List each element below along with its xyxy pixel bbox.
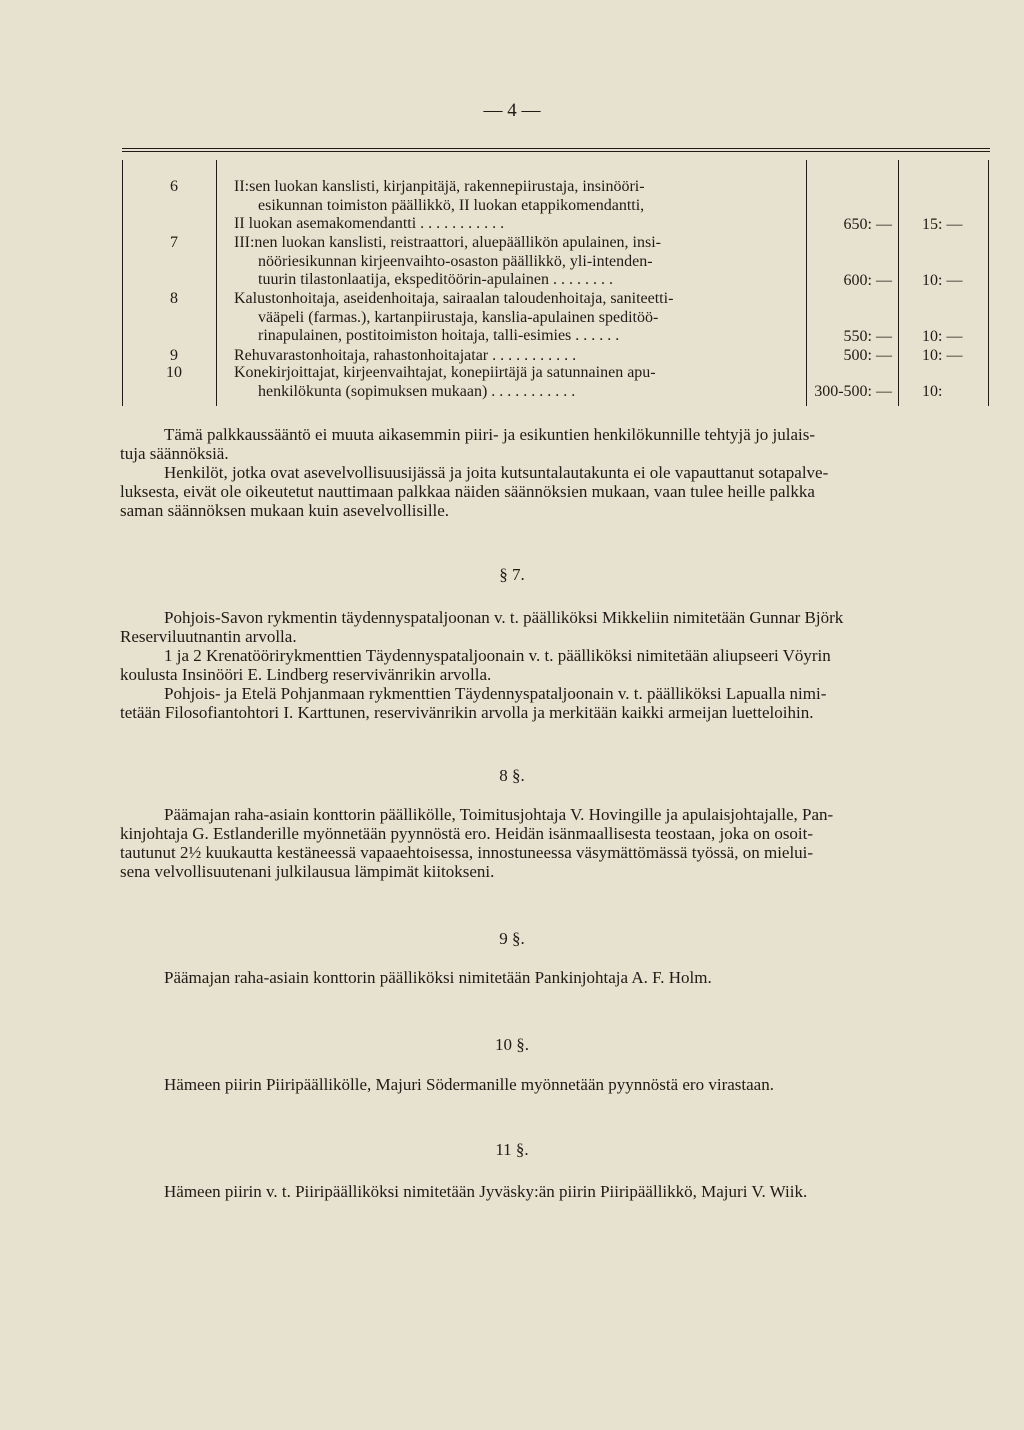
salary-table (122, 148, 990, 406)
section-10-paragraph-1 (120, 1075, 992, 1094)
section-11-paragraph-1 (120, 1182, 992, 1201)
description-line: Kalustonhoitaja, aseidenhoitaja, sairaalan taloudenhoitaja, saniteetti- (234, 290, 674, 307)
table-row-salary: 500: — (843, 347, 892, 364)
paragraph-line: luksesta, eivät ole oikeutetut nauttimaan palkkaa näiden säännöksien mukaan, vaan tulee heille palkka (120, 482, 815, 501)
table-row-daily: 10: — (922, 347, 963, 364)
description-line: Rehuvarastonhoitaja, rahastonhoitajatar . . . . . . . . . . . (234, 347, 577, 364)
table-divider-desc (806, 160, 807, 406)
description-line: tuurin tilastonlaatija, ekspeditöörin-apulainen . . . . . . . . (258, 271, 614, 288)
section-7-paragraph-2 (120, 646, 992, 684)
table-row-number: 6 (170, 178, 178, 195)
page-number: — 4 — (483, 100, 541, 121)
table-divider-num (216, 160, 217, 406)
paragraph-regulation-note (120, 425, 992, 463)
paragraph-line: kinjohtaja G. Estlanderille myönnetään pyynnöstä ero. Heidän isänmaallisesta teostaan, joka on osoit- (120, 824, 814, 843)
section-heading-7: § 7. (499, 565, 525, 584)
description-line: III:nen luokan kanslisti, reistraattori, aluepäällikön apulainen, insi- (234, 234, 661, 251)
paragraph-line: Pohjois- ja Etelä Pohjanmaan rykmenttien Täydennyspataljoonain v. t. päälliköksi Lapualla nimi- (164, 684, 827, 703)
table-row-number: 10 (166, 364, 182, 381)
table-row-salary: 550: — (843, 328, 892, 345)
table-row-daily: 10: (922, 383, 943, 400)
paragraph-line: Hämeen piirin Piiripäällikölle, Majuri Södermanille myönnetään pyynnöstä ero virastaan. (164, 1075, 774, 1094)
table-row-number: 9 (170, 347, 178, 364)
description-line: henkilökunta (sopimuksen mukaan) . . . . . . . . . . . (258, 382, 576, 400)
section-8-paragraph-1 (120, 805, 992, 881)
paragraph-line: Reserviluutnantin arvolla. (120, 627, 297, 646)
paragraph-line: koulusta Insinööri E. Lindberg reservivänrikin arvolla. (120, 665, 492, 684)
paragraph-line: tuja säännöksiä. (120, 444, 229, 463)
table-row-salary: 300-500: — (814, 383, 892, 400)
paragraph-line: sena velvollisuutenani julkilausua lämpimät kiitokseni. (120, 862, 495, 881)
description-line: vääpeli (farmas.), kartanpiirustaja, kanslia-apulainen speditöö- (258, 308, 659, 326)
paragraph-line: Pohjois-Savon rykmentin täydennyspataljoonan v. t. päälliköksi Mikkeliin nimitetään Gunnar Björk (164, 608, 844, 627)
table-row-description (234, 290, 786, 346)
section-7-paragraph-3 (120, 684, 992, 722)
description-line: II luokan asemakomendantti . . . . . . . . . . . (234, 215, 505, 232)
paragraph-line: Päämajan raha-asiain konttorin päälliköksi nimitetään Pankinjohtaja A. F. Holm. (164, 968, 712, 987)
description-line: Konekirjoittajat, kirjeenvaihtajat, konepiirtäjä ja satunnainen apu- (234, 364, 656, 381)
paragraph-line: tautunut 2½ kuukautta kestäneessä vapaaehtoisessa, innostuneessa väsymättömässä työssä, on mielui- (120, 843, 814, 862)
section-heading-11: 11 §. (495, 1140, 529, 1159)
paragraph-line: Tämä palkkaussääntö ei muuta aikasemmin piiri- ja esikuntien henkilökunnille tehtyjä jo julais- (164, 425, 816, 444)
section-7-paragraph-1 (120, 608, 992, 646)
table-row-number: 7 (170, 234, 178, 251)
table-row-description (234, 347, 786, 366)
paragraph-line: saman säännöksen mukaan kuin asevelvollisille. (120, 501, 450, 520)
paragraph-line: 1 ja 2 Krenatöörirykmenttien Täydennyspataljoonain v. t. päälliköksi nimitetään aliupseeri Vöyrin (164, 646, 831, 665)
table-row-description (234, 234, 786, 290)
section-heading-10: 10 §. (495, 1035, 529, 1054)
table-row-description (234, 364, 786, 401)
paragraph-conscription (120, 463, 992, 520)
table-row-daily: 10: — (922, 272, 963, 289)
section-9-paragraph-1 (120, 968, 992, 987)
description-line: II:sen luokan kanslisti, kirjanpitäjä, rakennepiirustaja, insinööri- (234, 178, 645, 195)
table-row-description (234, 178, 786, 234)
paragraph-line: tetään Filosofiantohtori I. Karttunen, reservivänrikin arvolla ja merkitään kaikki armeijan luetteloihin. (120, 703, 814, 722)
table-row-salary: 600: — (843, 272, 892, 289)
description-line: esikunnan toimiston päällikkö, II luokan etappikomendantti, (258, 196, 645, 214)
table-border-left (122, 160, 123, 406)
section-heading-8: 8 §. (499, 766, 525, 785)
description-line: nööriesikunnan kirjeenvaihto-osaston päällikkö, yli-intenden- (258, 252, 653, 270)
table-row-daily: 10: — (922, 328, 963, 345)
paragraph-line: Henkilöt, jotka ovat asevelvollisuusijässä ja joita kutsuntalautakunta ei ole vapauttanut sotapalve- (164, 463, 829, 482)
table-divider-salary (898, 160, 899, 406)
paragraph-line: Hämeen piirin v. t. Piiripäälliköksi nimitetään Jyväsky:än piirin Piiripäällikkö, Majuri V. Wiik. (164, 1182, 808, 1201)
paragraph-line: Päämajan raha-asiain konttorin päällikölle, Toimitusjohtaja V. Hovingille ja apulaisjohtajalle, Pan- (164, 805, 834, 824)
table-row-daily: 15: — (922, 216, 963, 233)
table-row-number: 8 (170, 290, 178, 307)
section-heading-9: 9 §. (499, 929, 525, 948)
table-row-salary: 650: — (843, 216, 892, 233)
description-line: rinapulainen, postitoimiston hoitaja, talli-esimies . . . . . . (258, 327, 620, 344)
